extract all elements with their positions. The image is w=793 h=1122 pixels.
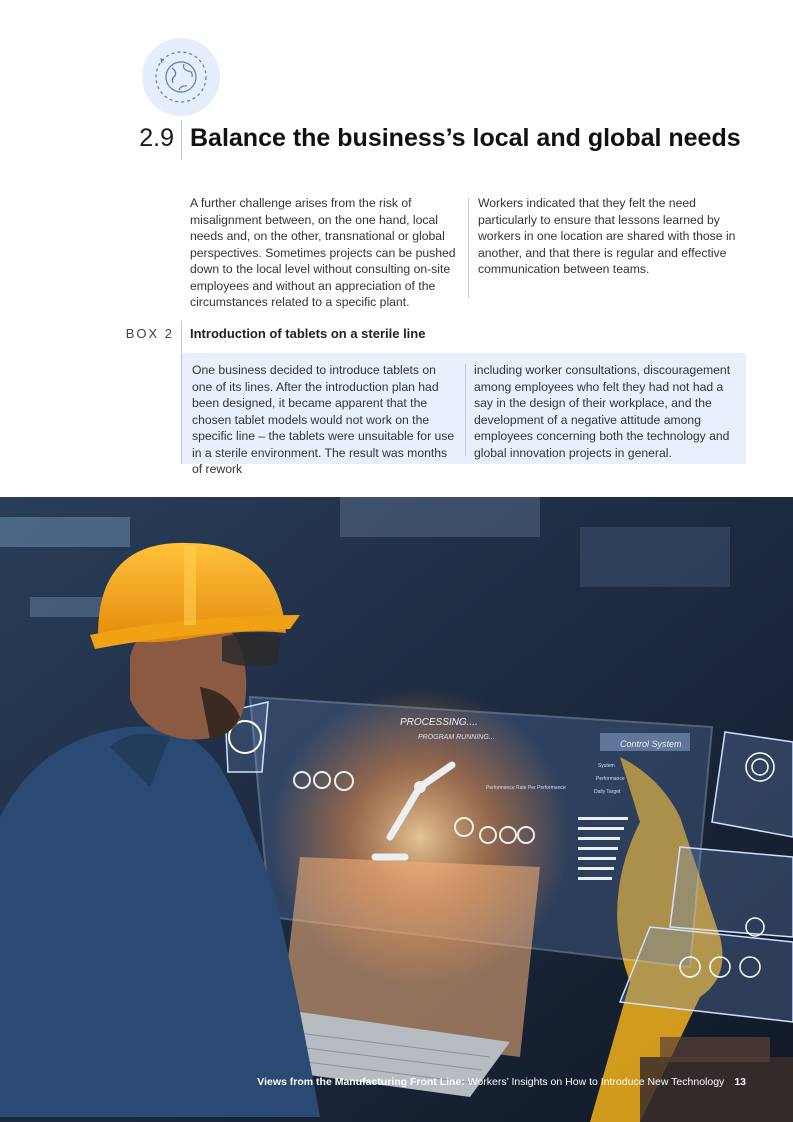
page-footer xyxy=(0,1076,746,1088)
footer-publication-bold: Views from the Manufacturing Front Line: xyxy=(257,1076,465,1088)
box-title: Introduction of tablets on a sterile line xyxy=(190,326,426,341)
box-label: BOX 2 xyxy=(125,326,174,341)
hero-control-item-1: System xyxy=(598,763,615,769)
column-divider xyxy=(468,198,469,298)
hero-control-text: Control System xyxy=(620,739,682,749)
section-rule xyxy=(181,120,182,160)
body-right-paragraph: Workers indicated that they felt the need particularly to ensure that lessons learned by workers in one location are shared with those in another, and that there is regular and effective communication between teams. xyxy=(478,196,736,276)
box-column-divider xyxy=(465,364,466,456)
hero-control-item-3: Daily Target xyxy=(594,789,621,795)
box-right-paragraph: including worker consultations, discouragement among employees who felt they had not had a say in the design of their workplace, and the development of a negative attitude among employees concerning both the technology and global innovation projects in general. xyxy=(474,363,731,460)
hero-perf-text: Performance Rate Per Performance xyxy=(486,785,566,791)
hero-image xyxy=(0,497,793,1122)
hero-control-item-2: Performance xyxy=(596,776,625,782)
globe-icon-badge xyxy=(142,38,220,116)
section-number: 2.9 xyxy=(139,124,174,152)
hero-program-text: PROGRAM RUNNING... xyxy=(418,734,495,741)
hero-processing-text: PROCESSING.... xyxy=(400,717,478,728)
page-number: 13 xyxy=(734,1076,746,1088)
body-left-paragraph: A further challenge arises from the risk of misalignment between, on the one hand, local needs and, on the other, transnational or global perspectives. Sometimes projects can be pushed down to the local level without consulting on-site employees and without an appreciation of the circumstances related to a specific plant. xyxy=(190,196,456,309)
globe-refresh-icon xyxy=(142,38,220,116)
box-left-paragraph: One business decided to introduce tablets on one of its lines. After the introduction plan had been designed, it became apparent that the chosen tablet models would not work on the specific line – the tablets were unsuitable for use in a sterile environment. The result was months of rework xyxy=(192,363,455,476)
footer-publication-rest: Workers’ Insights on How to Introduce New Technology xyxy=(464,1076,725,1088)
section-title: Balance the business’s local and global needs xyxy=(190,124,741,152)
